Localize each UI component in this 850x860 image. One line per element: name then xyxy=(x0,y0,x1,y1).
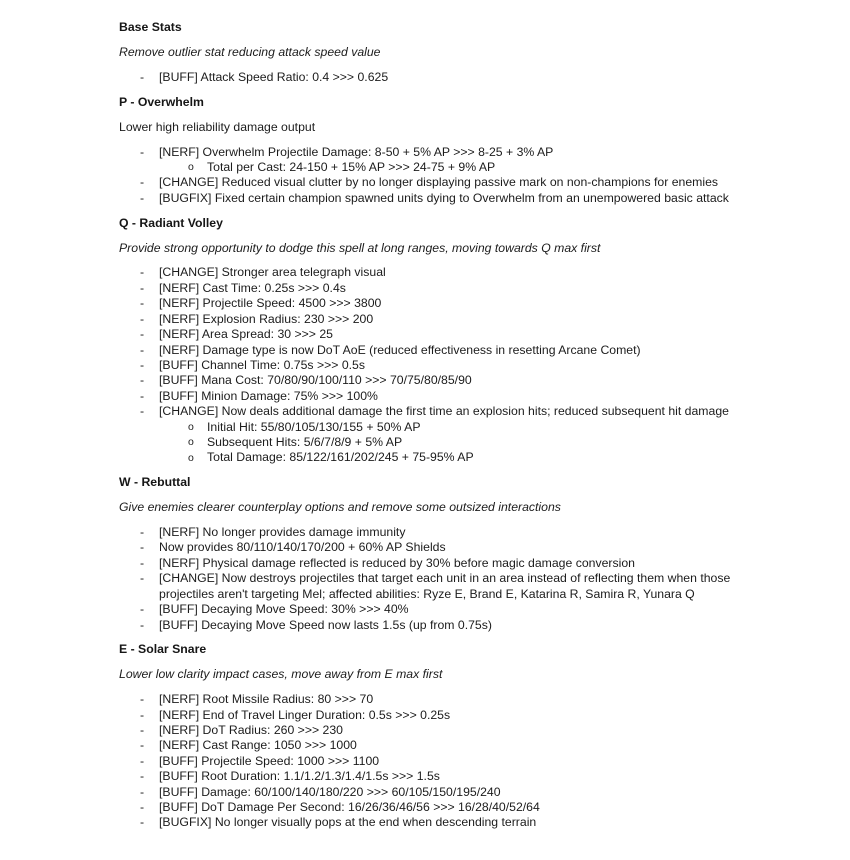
bullet-marker: o xyxy=(188,451,194,464)
bullet-marker: - xyxy=(140,723,145,738)
section-heading: Q - Radiant Volley xyxy=(119,215,223,230)
bullet-marker: - xyxy=(140,707,145,722)
change-item xyxy=(119,815,739,830)
patch-section xyxy=(119,216,739,466)
change-text: [CHANGE] Stronger area telegraph visual xyxy=(159,265,386,280)
change-text: [CHANGE] Now destroys projectiles that target each unit in an area instead of reflecting them when those projectiles aren't targeting Mel; affected abilities: Ryze E, Brand E, Katarina R, Samira R, Yunara Q xyxy=(159,571,731,601)
bullet-marker: - xyxy=(140,296,145,311)
bullet-marker: - xyxy=(140,784,145,799)
bullet-marker: - xyxy=(140,555,145,570)
change-item xyxy=(119,602,739,617)
change-item xyxy=(119,540,739,555)
change-text: [BUGFIX] No longer visually pops at the end when descending terrain xyxy=(159,815,537,830)
bullet-marker: - xyxy=(140,175,145,190)
section-description: Provide strong opportunity to dodge this spell at long ranges, moving towards Q max first xyxy=(119,240,601,255)
change-text: [NERF] Overwhelm Projectile Damage: 8-50 + 5% AP >>> 8-25 + 3% AP xyxy=(159,144,554,159)
change-item xyxy=(119,420,739,435)
section-heading: E - Solar Snare xyxy=(119,642,207,657)
change-item xyxy=(119,327,739,342)
section-heading: Base Stats xyxy=(119,20,182,34)
change-item xyxy=(119,723,739,738)
change-item xyxy=(119,404,739,419)
bullet-marker: - xyxy=(140,800,145,815)
change-item xyxy=(119,525,739,540)
bullet-marker: - xyxy=(140,404,145,419)
bullet-marker: - xyxy=(140,753,145,768)
change-text: [NERF] Root Missile Radius: 80 >>> 70 xyxy=(159,692,374,707)
change-item xyxy=(119,70,739,85)
change-item xyxy=(119,373,739,388)
bullet-marker: - xyxy=(140,769,145,784)
change-text: [CHANGE] Reduced visual clutter by no longer displaying passive mark on non-champions for enemies xyxy=(159,175,719,190)
bullet-marker: - xyxy=(140,190,145,205)
patch-section xyxy=(119,20,739,85)
change-item xyxy=(119,312,739,327)
change-item xyxy=(119,769,739,784)
change-text: [CHANGE] Now deals additional damage the first time an explosion hits; reduced subsequent hit damage xyxy=(159,404,729,419)
section-description: Lower high reliability damage output xyxy=(119,119,316,134)
change-text: [BUGFIX] Fixed certain champion spawned units dying to Overwhelm from an unempowered basic attack xyxy=(159,190,729,205)
change-text: [BUFF] Projectile Speed: 1000 >>> 1100 xyxy=(159,753,380,768)
section-heading: P - Overwhelm xyxy=(119,94,204,109)
bullet-marker: - xyxy=(140,692,145,707)
bullet-marker: - xyxy=(140,342,145,357)
change-text: Now provides 80/110/140/170/200 + 60% AP Shields xyxy=(159,540,446,555)
section-description: Give enemies clearer counterplay options and remove some outsized interactions xyxy=(119,500,561,515)
change-item xyxy=(119,800,739,815)
change-item xyxy=(119,708,739,723)
change-item xyxy=(119,571,739,602)
section-description: Remove outlier stat reducing attack speed value xyxy=(119,44,381,59)
bullet-marker: - xyxy=(140,617,145,632)
change-item xyxy=(119,435,739,450)
change-text: Initial Hit: 55/80/105/130/155 + 50% AP xyxy=(207,419,421,434)
change-text: [NERF] DoT Radius: 260 >>> 230 xyxy=(159,723,343,738)
change-item xyxy=(119,343,739,358)
change-text: [NERF] Projectile Speed: 4500 >>> 3800 xyxy=(159,296,382,311)
change-text: [NERF] Area Spread: 30 >>> 25 xyxy=(159,327,333,342)
bullet-marker: - xyxy=(140,571,145,586)
change-list xyxy=(119,692,739,831)
change-text: [BUFF] Attack Speed Ratio: 0.4 >>> 0.625 xyxy=(159,69,389,84)
change-text: [BUFF] Damage: 60/100/140/180/220 >>> 60/105/150/195/240 xyxy=(159,784,501,799)
bullet-marker: - xyxy=(140,738,145,753)
bullet-marker: - xyxy=(140,357,145,372)
bullet-marker: o xyxy=(188,421,194,434)
bullet-marker: - xyxy=(140,69,145,84)
patch-section xyxy=(119,475,739,633)
change-item xyxy=(119,450,739,465)
change-item xyxy=(119,556,739,571)
change-item xyxy=(119,389,739,404)
change-text: [BUFF] Channel Time: 0.75s >>> 0.5s xyxy=(159,357,365,372)
change-text: Total Damage: 85/122/161/202/245 + 75-95% AP xyxy=(207,450,474,465)
patch-section xyxy=(119,95,739,206)
change-item xyxy=(119,296,739,311)
bullet-marker: - xyxy=(140,265,145,280)
change-list xyxy=(119,145,739,207)
change-text: [NERF] Cast Time: 0.25s >>> 0.4s xyxy=(159,280,346,295)
bullet-marker: o xyxy=(188,436,194,449)
bullet-marker: - xyxy=(140,280,145,295)
change-text: [BUFF] DoT Damage Per Second: 16/26/36/46/56 >>> 16/28/40/52/64 xyxy=(159,800,540,815)
section-description: Lower low clarity impact cases, move away from E max first xyxy=(119,667,443,682)
change-item xyxy=(119,191,739,206)
bullet-marker: - xyxy=(140,815,145,830)
change-text: [NERF] No longer provides damage immunity xyxy=(159,525,406,540)
change-item xyxy=(119,754,739,769)
bullet-marker: - xyxy=(140,311,145,326)
change-item xyxy=(119,785,739,800)
bullet-marker: o xyxy=(188,161,194,174)
change-text: [NERF] Explosion Radius: 230 >>> 200 xyxy=(159,311,374,326)
section-heading: W - Rebuttal xyxy=(119,475,191,490)
bullet-marker: - xyxy=(140,327,145,342)
change-list xyxy=(119,265,739,465)
change-item xyxy=(119,738,739,753)
change-item xyxy=(119,175,739,190)
change-text: Subsequent Hits: 5/6/7/8/9 + 5% AP xyxy=(207,434,403,449)
change-text: [BUFF] Minion Damage: 75% >>> 100% xyxy=(159,388,378,403)
change-text: [NERF] End of Travel Linger Duration: 0.5s >>> 0.25s xyxy=(159,707,451,722)
change-text: [NERF] Cast Range: 1050 >>> 1000 xyxy=(159,738,357,753)
patch-section xyxy=(119,642,739,830)
bullet-marker: - xyxy=(140,540,145,555)
bullet-marker: - xyxy=(140,525,145,540)
change-text: [NERF] Damage type is now DoT AoE (reduced effectiveness in resetting Arcane Comet) xyxy=(159,342,641,357)
change-list xyxy=(119,525,739,633)
bullet-marker: - xyxy=(140,388,145,403)
bullet-marker: - xyxy=(140,373,145,388)
change-text: Total per Cast: 24-150 + 15% AP >>> 24-75 + 9% AP xyxy=(207,159,496,174)
change-item xyxy=(119,160,739,175)
change-text: [BUFF] Root Duration: 1.1/1.2/1.3/1.4/1.5s >>> 1.5s xyxy=(159,769,440,784)
change-text: [BUFF] Mana Cost: 70/80/90/100/110 >>> 70/75/80/85/90 xyxy=(159,373,472,388)
change-item xyxy=(119,692,739,707)
bullet-marker: - xyxy=(140,144,145,159)
change-item xyxy=(119,358,739,373)
change-text: [BUFF] Decaying Move Speed now lasts 1.5s (up from 0.75s) xyxy=(159,617,492,632)
bullet-marker: - xyxy=(140,602,145,617)
change-item xyxy=(119,281,739,296)
change-item xyxy=(119,618,739,633)
change-text: [BUFF] Decaying Move Speed: 30% >>> 40% xyxy=(159,602,409,617)
change-item xyxy=(119,145,739,160)
change-text: [NERF] Physical damage reflected is reduced by 30% before magic damage conversion xyxy=(159,555,635,570)
change-list xyxy=(119,70,739,85)
change-item xyxy=(119,265,739,280)
